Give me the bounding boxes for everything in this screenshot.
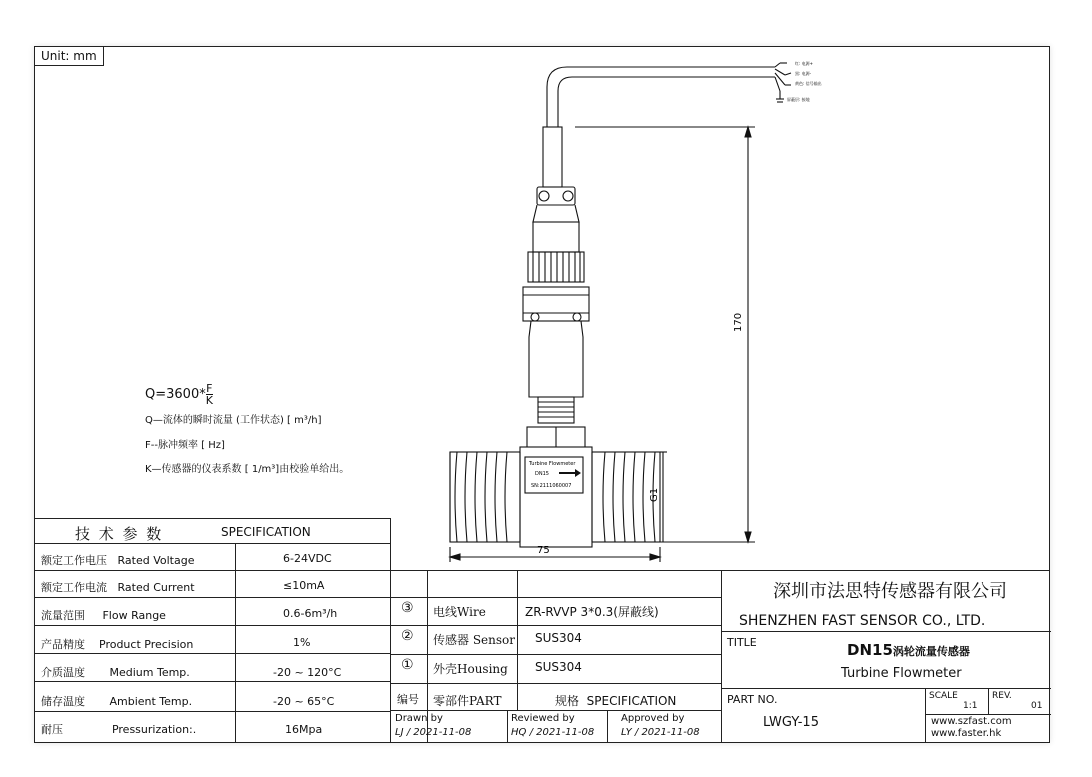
spec-value-7: 16Mpa bbox=[285, 723, 323, 736]
formula-line-q: Q—流体的瞬时流量 (工作状态) [ m³/h] bbox=[145, 415, 322, 426]
scale-label: SCALE bbox=[929, 691, 958, 701]
part-name-2: 传感器 Sensor bbox=[433, 633, 515, 647]
drawn-by-value: LJ / 2021-11-08 bbox=[395, 727, 472, 738]
website-2: www.faster.hk bbox=[931, 728, 1002, 739]
drawn-by-label: Drawn by bbox=[395, 713, 443, 724]
cable-path bbox=[547, 67, 775, 127]
rev-value: 01 bbox=[1031, 701, 1043, 711]
part-num-2: ② bbox=[401, 628, 414, 644]
formula-line-f: F--脉冲频率 [ Hz] bbox=[145, 440, 225, 451]
part-spec-3: ZR-RVVP 3*0.3(屏蔽线) bbox=[525, 605, 659, 619]
title-label: TITLE bbox=[727, 636, 757, 649]
part-no-label: PART NO. bbox=[727, 693, 778, 706]
reviewed-by-label: Reviewed by bbox=[511, 713, 575, 724]
approved-by-label: Approved by bbox=[621, 713, 685, 724]
approved-by-value: LY / 2021-11-08 bbox=[621, 727, 700, 738]
plate-line-3: SN:2111060007 bbox=[531, 483, 572, 489]
wire-label-4: 屏蔽层: 接地 bbox=[787, 97, 810, 102]
spec-value-3: 0.6-6m³/h bbox=[283, 607, 338, 620]
dim-length-label: 75 bbox=[537, 545, 550, 556]
part-spec-1: SUS304 bbox=[535, 660, 582, 674]
spec-value-2: ≤10mA bbox=[283, 579, 325, 592]
company-name-en: SHENZHEN FAST SENSOR CO., LTD. bbox=[739, 613, 986, 629]
drawing-sheet bbox=[34, 46, 1050, 743]
spec-row-1: 额定工作电压 Rated Voltage bbox=[41, 554, 195, 567]
formula-main: Q=3600* $\frac{F}{K}$ bbox=[145, 382, 213, 407]
wire-label-3: 黄色: 信号输出 bbox=[795, 81, 822, 86]
parts-header-num: 编号 bbox=[397, 693, 419, 706]
part-spec-2: SUS304 bbox=[535, 631, 582, 645]
spec-row-4: 产品精度 Product Precision bbox=[41, 638, 194, 651]
part-name-3: 电线Wire bbox=[433, 605, 486, 619]
spec-row-7: 耐压 Pressurization:. bbox=[41, 723, 197, 736]
website-1: www.szfast.com bbox=[931, 716, 1012, 727]
unit-label: Unit: mm bbox=[35, 47, 104, 66]
company-name-cn: 深圳市法思特传感器有限公司 bbox=[773, 581, 1007, 602]
title-sub: Turbine Flowmeter bbox=[841, 666, 962, 681]
part-no-value: LWGY-15 bbox=[763, 715, 819, 730]
plate-line-2: DN15 bbox=[535, 471, 549, 477]
sensor-drawing bbox=[35, 47, 1049, 572]
spec-value-5: -20 ~ 120°C bbox=[273, 666, 342, 679]
spec-title-cn: 技 术 参 数 bbox=[75, 525, 164, 543]
dim-thread-label: G1 bbox=[649, 487, 660, 502]
parts-header-part: 零部件PART bbox=[433, 694, 502, 708]
wire-label-1: 红: 电源+ bbox=[795, 61, 813, 66]
spec-value-4: 1% bbox=[293, 636, 311, 649]
reviewed-by-value: HQ / 2021-11-08 bbox=[511, 727, 595, 738]
spec-row-6: 储存温度 Ambient Temp. bbox=[41, 695, 193, 708]
formula-line-k: K—传感器的仪表系数 [ 1/m³]由校验单给出。 bbox=[145, 464, 350, 475]
dim-height-label: 170 bbox=[733, 312, 744, 332]
spec-title-en: SPECIFICATION bbox=[221, 525, 311, 539]
wire-label-2: 黑: 电源- bbox=[795, 71, 812, 76]
part-num-1: ① bbox=[401, 657, 414, 673]
spec-row-3: 流量范围 Flow Range bbox=[41, 609, 166, 622]
title-main: DN15涡轮流量传感器 bbox=[847, 641, 970, 659]
part-num-3: ③ bbox=[401, 600, 414, 616]
spec-row-2: 额定工作电流 Rated Current bbox=[41, 581, 195, 594]
spec-value-6: -20 ~ 65°C bbox=[273, 695, 335, 708]
rev-label: REV. bbox=[992, 691, 1012, 701]
parts-header-spec: 规格 SPECIFICATION bbox=[555, 694, 677, 708]
plate-line-1: Turbine Flowmeter bbox=[529, 461, 576, 467]
spec-value-1: 6-24VDC bbox=[283, 552, 332, 565]
part-name-1: 外壳Housing bbox=[433, 662, 508, 676]
spec-row-5: 介质温度 Medium Temp. bbox=[41, 666, 190, 679]
scale-value: 1:1 bbox=[963, 701, 978, 711]
